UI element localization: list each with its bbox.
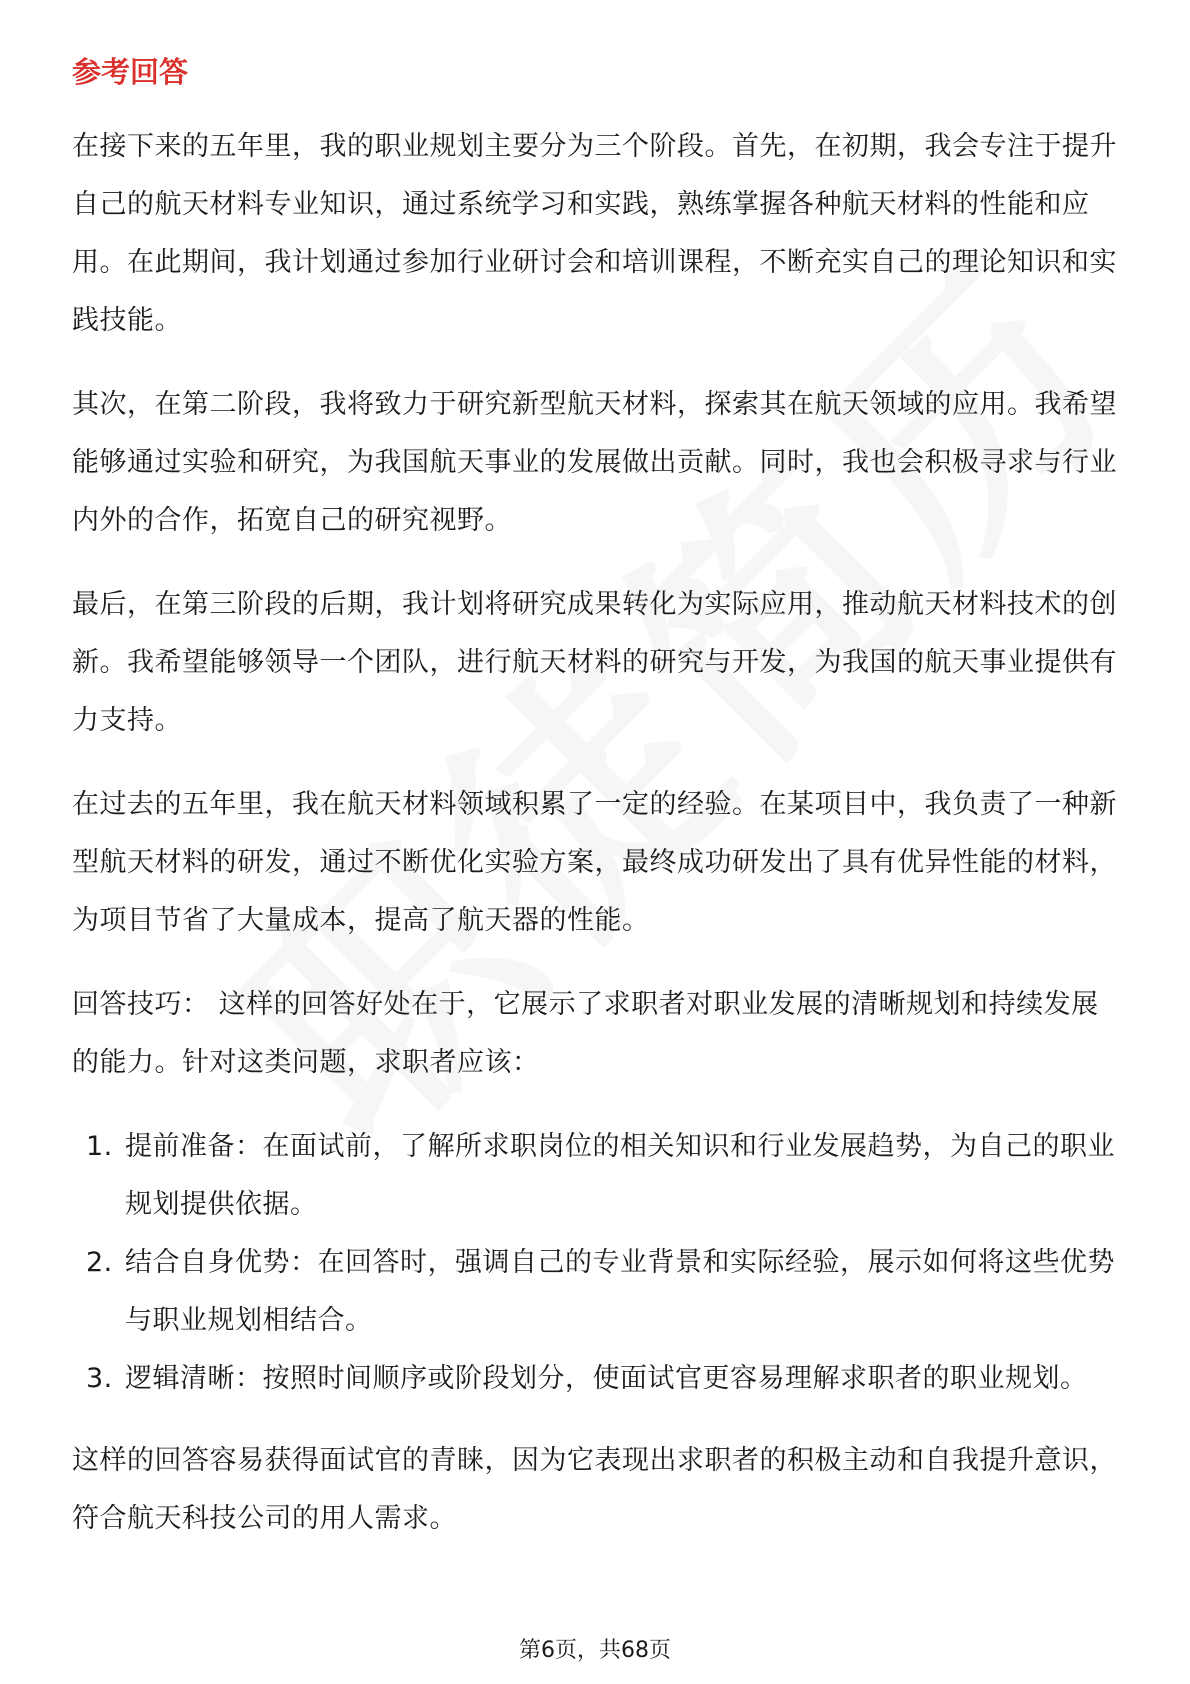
page-number: 第6页，共68页 [519,1638,671,1663]
list-item [72,1350,1122,1408]
list-item-text: 结合自身优势：在回答时，强调自己的专业背景和实际经验，展示如何将这些优势与职业规划相结合。 [125,1247,1115,1336]
list-item [72,1118,1122,1234]
list-item-text: 提前准备：在面试前，了解所求职岗位的相关知识和行业发展趋势，为自己的职业规划提供依据。 [125,1131,1115,1220]
paragraph-tips-intro: 回答技巧： 这样的回答好处在于，它展示了求职者对职业发展的清晰规划和持续发展的能力。针对这类问题，求职者应该： [72,989,1099,1078]
paragraph-plan: 在接下来的五年里，我的职业规划主要分为三个阶段。首先，在初期，我会专注于提升自己的航天材料专业知识，通过系统学习和实践，熟练掌握各种航天材料的性能和应用。在此期间，我计划通过参加行业研讨会和培训课程，不断充实自己的理论知识和实践技能。 [72,131,1117,336]
list-item-number: 1. [86,1131,113,1162]
paragraph-third-stage: 最后，在第三阶段的后期，我计划将研究成果转化为实际应用，推动航天材料技术的创新。我希望能够领导一个团队，进行航天材料的研究与开发，为我国的航天事业提供有力支持。 [72,589,1117,736]
answer-content [72,118,1122,1574]
list-item [72,1234,1122,1350]
paragraph-second-stage: 其次，在第二阶段，我将致力于研究新型航天材料，探索其在航天领域的应用。我希望能够通过实验和研究，为我国航天事业的发展做出贡献。同时，我也会积极寻求与行业内外的合作，拓宽自己的研究视野。 [72,389,1117,536]
section-heading: 参考回答 [72,55,189,89]
tips-list [72,1118,1122,1408]
list-item-number: 2. [86,1247,113,1278]
list-item-number: 3. [86,1363,113,1394]
paragraph-experience: 在过去的五年里，我在航天材料领域积累了一定的经验。在某项目中，我负责了一种新型航天材料的研发，通过不断优化实验方案，最终成功研发出了具有优异性能的材料，为项目节省了大量成本，提高了航天器的性能。 [72,789,1117,936]
list-item-text: 逻辑清晰：按照时间顺序或阶段划分，使面试官更容易理解求职者的职业规划。 [125,1363,1088,1394]
paragraph-closing: 这样的回答容易获得面试官的青睐，因为它表现出求职者的积极主动和自我提升意识，符合航天科技公司的用人需求。 [72,1445,1117,1534]
